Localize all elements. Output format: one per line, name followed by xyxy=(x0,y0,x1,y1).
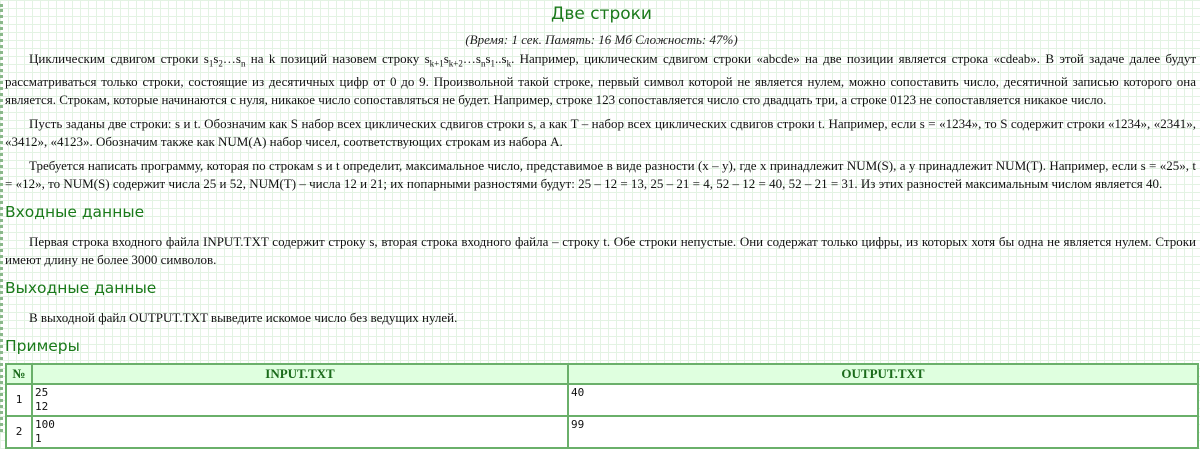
col-input: INPUT.TXT xyxy=(32,364,568,384)
examples-table xyxy=(5,363,1199,449)
input-heading: Входные данные xyxy=(5,202,145,221)
col-number: № xyxy=(6,364,32,384)
input-description: Первая строка входного файла INPUT.TXT содержит строку s, вторая строка входного файла – строку t. Обе строки непустые. Они содержат только цифры, из которых хотя бы одна не является нулем. Строки имеют длину не более 3000 символов. xyxy=(5,233,1196,267)
examples-heading: Примеры xyxy=(5,336,80,355)
statement-paragraph-3: Требуется написать программу, которая по строкам s и t определит, максимальное число, представимое в виде разности (x – y), где x принадлежит NUM(S), а y принадлежит NUM(T). Например, если s = «25», t = «12», то NUM(S) содержит числа 25 и 52, NUM(T) – числа 12 и 21; их попарными разностями будут: 25 – 12 = 13, 25 – 21 = 4, 52 – 12 = 40, 52 – 21 = 31. Из этих разностей максимальным числом является 40. xyxy=(5,157,1196,191)
problem-title: Две строки xyxy=(551,4,652,24)
problem-limits: (Время: 1 сек. Память: 16 Мб Сложность: 47%) xyxy=(465,32,738,47)
table-row: 2 100 1 99 xyxy=(6,416,1198,448)
output-description: В выходной файл OUTPUT.TXT выведите искомое число без ведущих нулей. xyxy=(29,309,458,325)
output-heading: Выходные данные xyxy=(5,278,157,297)
table-row: 1 25 12 40 xyxy=(6,384,1198,416)
col-output: OUTPUT.TXT xyxy=(568,364,1198,384)
statement-paragraph-1: Циклическим сдвигом строки $s_1s_2\dots s_n$ на k позиций назовем строку $s_{k+1}s_{k+2}\dots s_ns_1..s_k$. Например, циклическим сдвигом строки «abcde» на две позиции является строка «cdeab». В этой задаче далее будут рассматриваться только строки, состоящие из десятичных цифр от 0 до 9. Произвольной такой строке, первый символ которой не является нулем, можно сопоставить число, десятичной записью которого она является. Строкам, которые начинаются с нуля, никакое число сопоставляться не будет. Например, строке 123 сопоставляется число сто двадцать три, а строке 0123 не сопоставляется никакое число. xyxy=(5,51,1197,107)
statement-paragraph-2: Пусть заданы две строки: s и t. Обозначим как S набор всех циклических сдвигов строки s, а как T – набор всех циклических сдвигов строки t. Например, если s = «1234», то S содержит строки «1234», «2341», «3412», «4123». Обозначим также как NUM(A) набор чисел, соответствующих строкам из набора A. xyxy=(5,115,1196,149)
